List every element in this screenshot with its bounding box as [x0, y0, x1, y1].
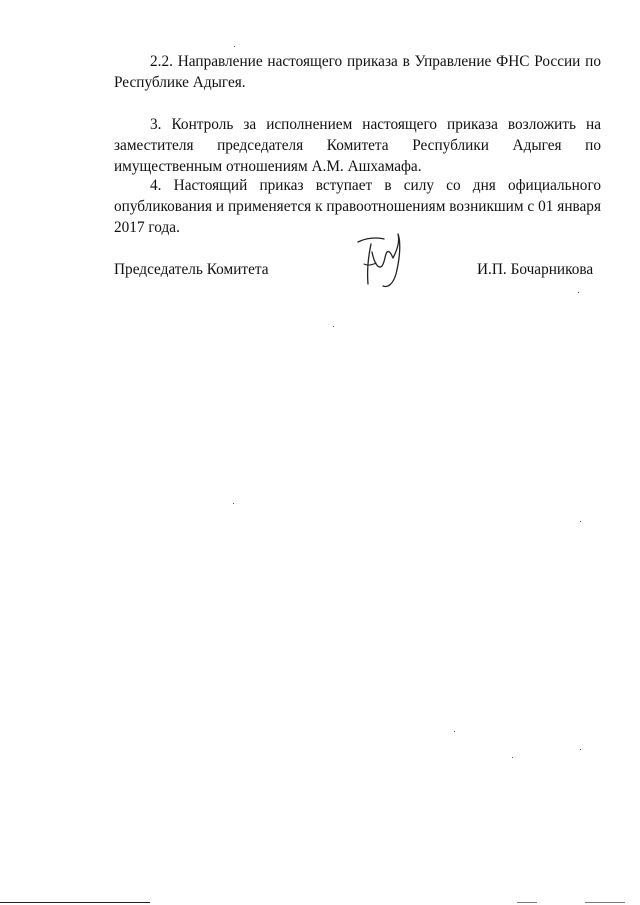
scan-speck — [578, 292, 579, 293]
scan-speck — [233, 503, 234, 504]
scan-speck — [333, 326, 334, 327]
paragraph-3: 3. Контроль за исполнением настоящего приказа возложить на заместителя председателя Комитета Республики Адыгея по имущественным отношениям А.М. Ашхамафа. — [114, 116, 601, 175]
paragraph-2-2: 2.2. Направление настоящего приказа в Управление ФНС России по Республике Адыгея. — [114, 53, 601, 91]
scan-speck — [580, 521, 581, 522]
scan-edge-line — [517, 902, 537, 903]
paragraph-4: 4. Настоящий приказ вступает в силу со дня официального опубликования и применяется к правоотношениям возникшим с 01 января 2017 года. — [114, 177, 601, 236]
handwritten-signature — [352, 228, 412, 294]
scan-edge-line — [0, 902, 150, 903]
signatory-name: И.П. Бочарникова — [477, 261, 594, 278]
scan-edge-line — [585, 902, 625, 903]
scan-speck — [512, 757, 513, 758]
scan-speck — [234, 46, 235, 47]
signatory-position: Председатель Комитета — [114, 261, 269, 278]
scan-speck — [454, 731, 455, 732]
scan-speck — [580, 749, 581, 750]
